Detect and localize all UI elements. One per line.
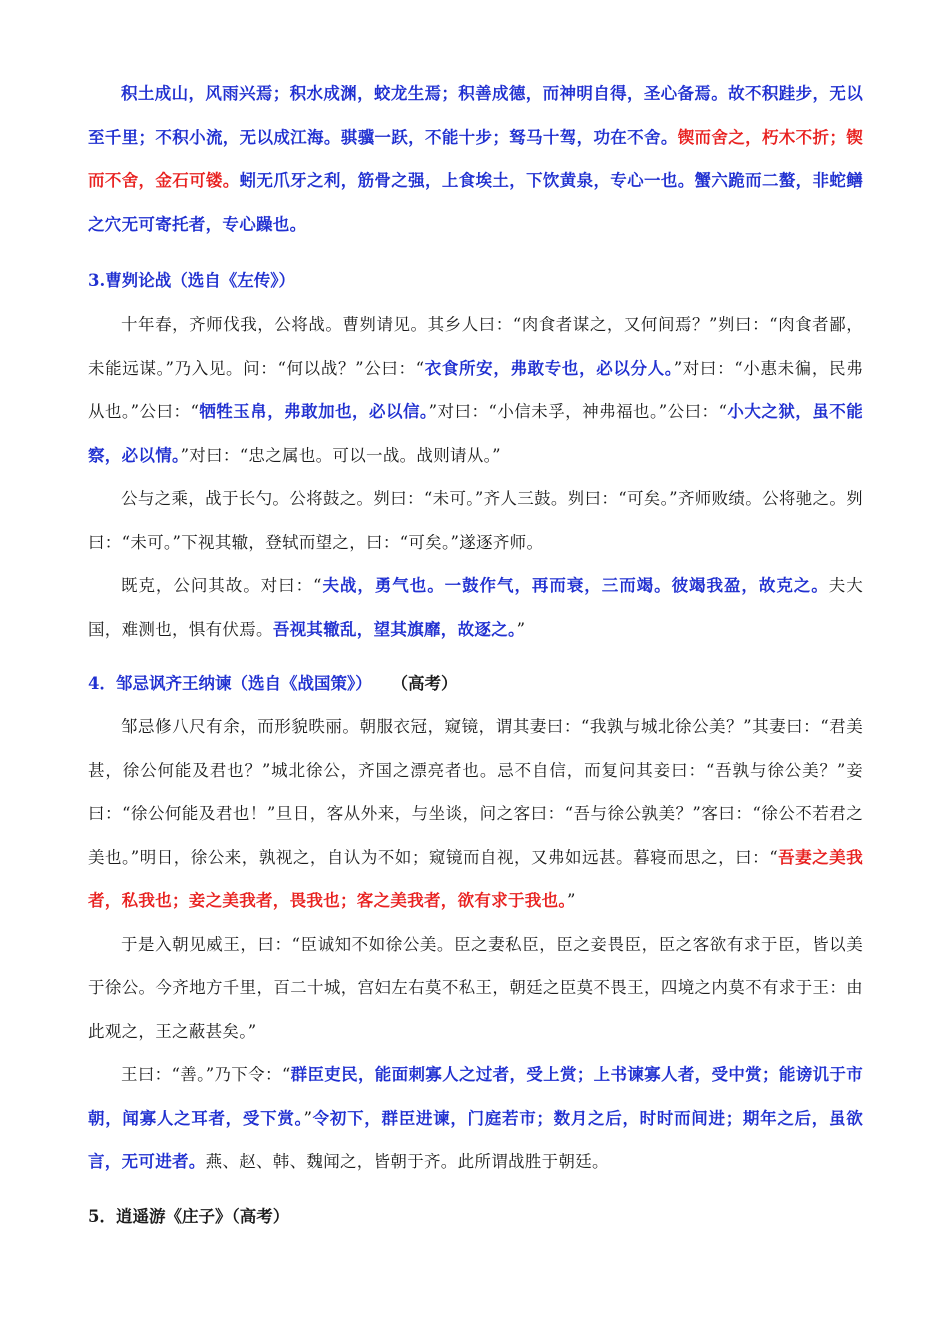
highlight-run: 小大之狱，虽不能察，必以情。 — [88, 402, 863, 465]
text-run: ” — [303, 1108, 313, 1128]
text-run: ” — [566, 891, 576, 910]
excerpt-blue-1: 积土成山，风雨兴焉；积水成渊，蛟龙生焉；积善成德，而神明自得，圣心备焉。故不积跬步，无以至千里；不积小流，无以成江海。骐骥一跃，不能十步；驽马十驾，功在不舍。 — [88, 84, 863, 147]
text-run: 王曰：“善。”乃下令：“ — [121, 1065, 291, 1084]
text-run: 既克，公问其故。对曰：“ — [121, 576, 322, 595]
zou-ji-paragraph-3 — [88, 1053, 863, 1184]
cao-gui-paragraph-1 — [88, 303, 863, 477]
document-page — [88, 72, 863, 1232]
cao-gui-paragraph-2: 公与之乘，战于长勺。公将鼓之。刿曰：“未可。”齐人三鼓。刿曰：“可矣。”齐师败绩。公将驰之。刿曰：“未可。”下视其辙，登轼而望之，曰：“可矣。”遂逐齐师。 — [88, 489, 863, 552]
zou-ji-paragraph-1 — [88, 705, 863, 923]
text-run: 燕、赵、韩、魏闻之，皆朝于齐。此所谓战胜于朝廷。 — [205, 1152, 609, 1171]
text-run: 邹忌修八尺有余，而形貌昳丽。朝服衣冠，窥镜，谓其妻曰：“我孰与城北徐公美？”其妻曰：“君美甚，徐公何能及君也？”城北徐公，齐国之漂亮者也。忌不自信，而复问其妾曰：“吾孰与徐公美？”妾曰：“徐公何能及君也！”旦日，客从外来，与坐谈，问之客曰：“吾与徐公孰美？”客曰：“徐公不若君之美也。”明日，徐公来，孰视之，自认为不如；窥镜而自视，又弗如远甚。暮寝而思之，曰：“ — [88, 717, 863, 867]
highlight-run: 令初下，群臣进谏，门庭若市；数月之后，时时而间进；期年之后，虽欲言，无可进者。 — [88, 1108, 863, 1171]
exam-tag: （高考） — [399, 674, 458, 693]
text-run: ”对曰：“忠之属也。可以一战。战则请从。” — [180, 445, 501, 465]
text-run: 十年春，齐师伐我，公将战。曹刿请见。其乡人曰：“肉食者谋之，又何间焉？”刿曰：“肉食者鄙，未能远谋。”乃入见。问：“何以战？”公曰：“ — [88, 315, 863, 378]
section-heading-zou-ji — [88, 669, 863, 699]
zou-ji-paragraph-2: 于是入朝见威王，曰：“臣诚知不如徐公美。臣之妻私臣，臣之妾畏臣，臣之客欲有求于臣，皆以美于徐公。今齐地方千里，百二十城，宫妇左右莫不私王，朝廷之臣莫不畏王，四境之内莫不有求于王：由此观之，王之蔽甚矣。” — [88, 934, 863, 1041]
text-run: 夫大国，难测也，惧有伏焉。 — [88, 576, 863, 639]
highlight-run: 吾视其辙乱，望其旗靡，故逐之。 — [272, 619, 517, 639]
highlight-run: 牺牲玉帛，弗敢加也，必以信。 — [199, 402, 429, 421]
highlight-run: 吾妻之美我者，私我也；妾之美我者，畏我也；客之美我者，欲有求于我也。 — [88, 847, 863, 910]
section-heading-xiao-yao-you: 5．逍遥游《庄子》（高考） — [88, 1206, 290, 1226]
text-run: ” — [516, 619, 526, 639]
section-heading-cao-gui: 3.曹刿论战（选自《左传》） — [88, 271, 295, 290]
highlight-run: 群臣吏民，能面刺寡人之过者，受上赏；上书谏寡人者，受中赏；能谤讥于市朝，闻寡人之耳者，受下赏。 — [88, 1065, 864, 1128]
excerpt-blue-2: 蚓无爪牙之利，筋骨之强，上食埃土，下饮黄泉，专心一也。蟹六跪而二螯，非蛇鳝之穴无可寄托者，专心躁也。 — [88, 171, 863, 234]
heading-text: 4．邹忌讽齐王纳谏（选自《战国策》） — [88, 674, 372, 693]
excerpt-red-1: 锲而舍之，朽木不折；锲而不舍，金石可镂。 — [88, 127, 863, 190]
highlight-run: 夫战，勇气也。一鼓作气，再而衰，三而竭。彼竭我盈，故克之。 — [321, 576, 829, 595]
text-run: ”对曰：“小惠未徧，民弗从也。”公曰：“ — [88, 358, 863, 421]
quan-xue-excerpt — [88, 72, 863, 246]
cao-gui-paragraph-3 — [88, 564, 863, 651]
highlight-run: 衣食所安，弗敢专也，必以分人。 — [424, 358, 674, 378]
text-run: ”对曰：“小信未孚，神弗福也。”公曰：“ — [428, 402, 728, 421]
